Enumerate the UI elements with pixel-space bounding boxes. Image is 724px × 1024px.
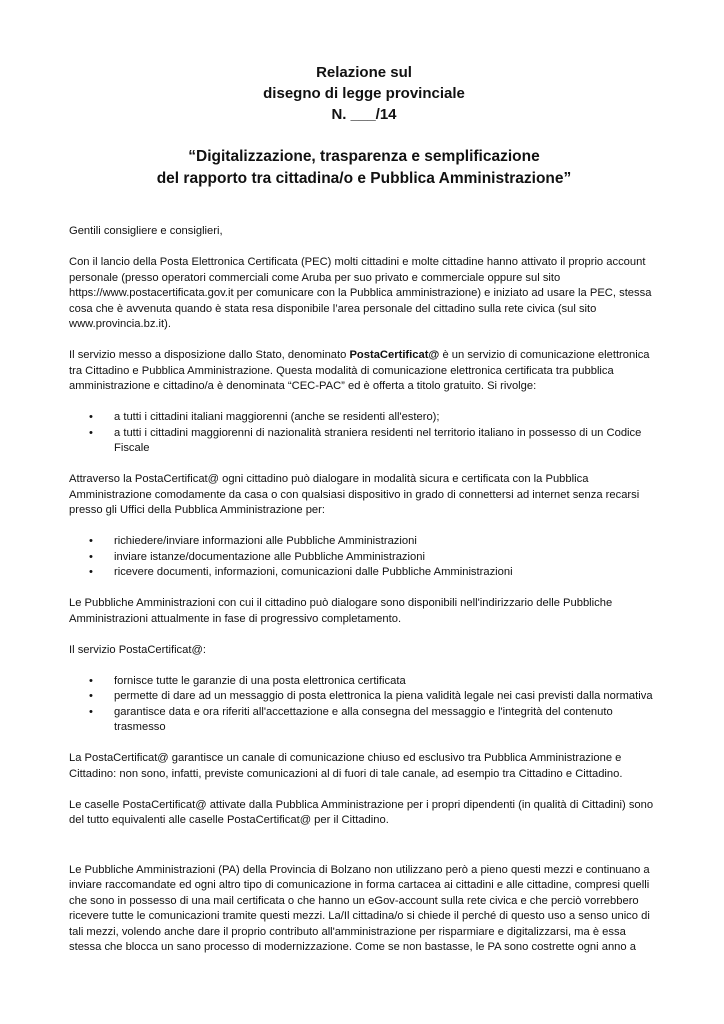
list-item [69, 426, 659, 457]
bullet-icon: • [89, 411, 93, 423]
subtitle-line-1: “Digitalizzazione, trasparenza e semplificazione [188, 148, 540, 165]
list-item [69, 410, 659, 426]
list-item [69, 550, 659, 566]
list-item-text: ricevere documenti, informazioni, comunicazioni dalle Pubbliche Amministrazioni [114, 566, 513, 578]
paragraph-employee-mailboxes: Le caselle PostaCertificat@ attivate dalla Pubblica Amministrazione per i propri dipendenti (in qualità di Cittadini) sono del tutto equivalenti alle caselle PostaCertificat@ per il Cittadino. [69, 798, 654, 826]
bullet-icon: • [89, 550, 93, 563]
bullet-icon: • [89, 535, 93, 547]
list-item [69, 705, 659, 736]
list-item [69, 674, 659, 690]
document-subtitle [69, 146, 659, 190]
list-item [69, 689, 659, 705]
list-item [69, 534, 659, 550]
subtitle-line-2: del rapporto tra cittadina/o e Pubblica Amministrazione” [156, 170, 572, 187]
list-item-text: inviare istanze/documentazione alle Pubbliche Amministrazioni [114, 550, 425, 563]
title-line-3: N. ___/14 [331, 106, 397, 123]
paragraph-directory: Le Pubbliche Amministrazioni con cui il cittadino può dialogare sono disponibili nell'indirizzario delle Pubbliche Amministrazioni attualmente in fase di progressivo completamento. [69, 597, 613, 625]
bullet-icon: • [89, 690, 93, 702]
list-item-text: fornisce tutte le garanzie di una posta elettronica certificata [114, 674, 406, 687]
eligibility-list [69, 410, 659, 457]
bullet-icon: • [89, 674, 93, 687]
greeting: Gentili consigliere e consiglieri, [69, 225, 223, 237]
paragraph-pec-launch: Con il lancio della Posta Elettronica Certificata (PEC) molti cittadini e molte cittadine hanno attivato il proprio account personale (presso operatori commerciali come Aruba per suo privato e commerciale oppure sul sito https://www.postacertificata.gov.it per comunicare con la Pubblica amministrazione) e iniziato ad usare la PEC, stessa cosa che è avvenuta quando è stata resa disponibile l’area personale del cittadino sulla rete civica (sul sito www.provincia.bz.it). [69, 256, 652, 330]
list-item [69, 565, 659, 581]
paragraph-text: è un servizio di comunicazione elettronica tra Cittadino e Pubblica Amministrazione. Questa modalità di comunicazione elettronica certificata tra pubblica amministrazione e cittadino/a è denominata “CEC-PAC” ed è offerta a titolo gratuito. Si rivolge: [69, 349, 650, 392]
paragraph-postacertificat-service [69, 348, 659, 395]
list-item-text: garantisce data e ora riferiti all'accettazione e alla consegna del messaggio e l'integrità del contenuto trasmesso [114, 705, 613, 733]
list-item-text: a tutti i cittadini maggiorenni di nazionalità straniera residenti nel territorio italiano in possesso di un Codice Fiscale [114, 426, 642, 454]
paragraph-service-intro: Il servizio PostaCertificat@: [69, 643, 206, 656]
document-page [69, 62, 659, 956]
list-item-text: permette di dare ad un messaggio di posta elettronica la piena validità legale nei casi previsti dalla normativa [114, 690, 653, 702]
purposes-list [69, 534, 659, 581]
paragraph-closed-channel: La PostaCertificat@ garantisce un canale di comunicazione chiuso ed esclusivo tra Pubblica Amministrazione e Cittadino: non sono, infatti, previste comunicazioni al di fuori di tale canale, ad esempio tra Cittadino e Cittadino. [69, 752, 623, 780]
document-title [69, 62, 659, 125]
title-line-2: disegno di legge provinciale [263, 85, 465, 102]
paragraph-dialogue: Attraverso la PostaCertificat@ ogni cittadino può dialogare in modalità sicura e certificata con la Pubblica Amministrazione comodamente da casa o con qualsiasi dispositivo in grado di connettersi ad internet senza recarsi presso gli Uffici della Pubblica Amministrazione per: [69, 473, 640, 516]
title-line-1: Relazione sul [316, 64, 412, 81]
list-item-text: a tutti i cittadini italiani maggiorenni (anche se residenti all'estero); [114, 411, 440, 423]
bullet-icon: • [89, 705, 93, 718]
paragraph-bolzano-pa: Le Pubbliche Amministrazioni (PA) della Provincia di Bolzano non utilizzano però a pieno questi mezzi e continuano a inviare raccomandate ed ogni altro tipo di comunicazione in forma cartacea ai cittadini e alle cittadine, compresi quelli che sono in possesso di una mail certificata o che hanno un eGov-account sulla rete civica e che perciò vorrebbero ricevere tutte le comunicazioni tramite questi mezzi. La/Il cittadina/o si chiede il perché di questo uso a senso unico di tali mezzi, volendo anche dare il proprio contributo all'amministrazione per risparmiare e digitalizzarsi, ma è essa stessa che blocca un sano processo di modernizzazione. Come se non bastasse, le PA sono costrette ogni anno a [69, 863, 650, 953]
guarantees-list [69, 674, 659, 736]
postacertificat-bold-term: PostaCertificat@ [349, 349, 440, 361]
bullet-icon: • [89, 566, 93, 578]
paragraph-text: Il servizio messo a disposizione dallo Stato, denominato [69, 349, 350, 361]
bullet-icon: • [89, 426, 93, 439]
document-body [69, 224, 659, 956]
list-item-text: richiedere/inviare informazioni alle Pubbliche Amministrazioni [114, 535, 417, 547]
